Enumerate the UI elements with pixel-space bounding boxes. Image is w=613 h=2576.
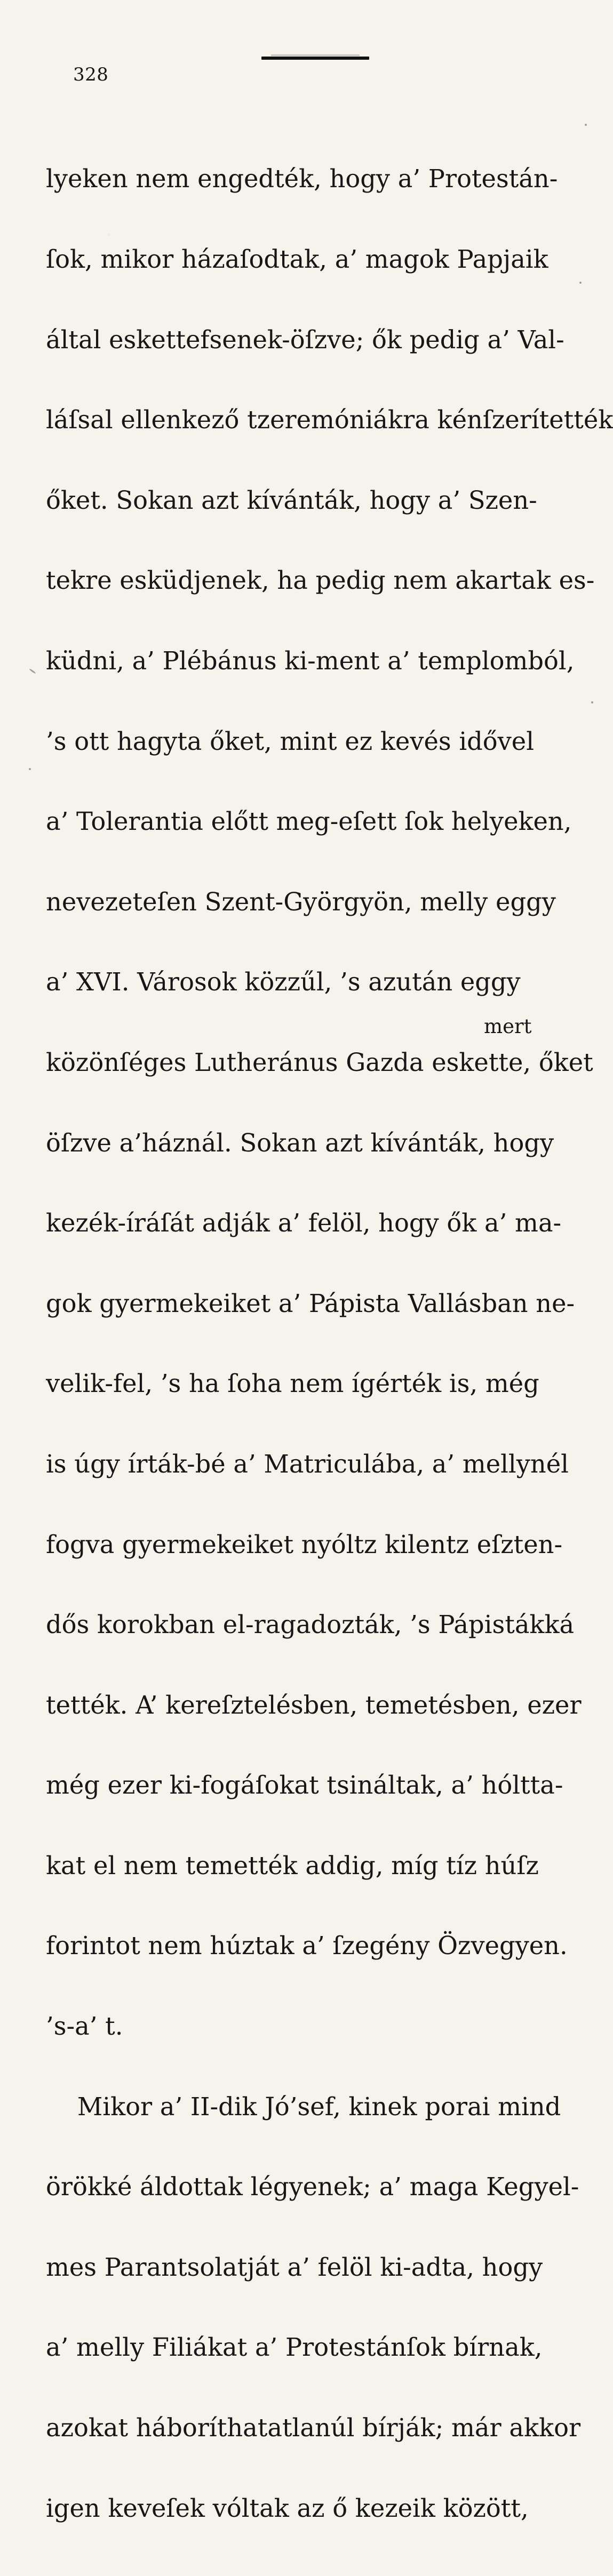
text-line: ’s ott hagyta őket, mint ez kevés idővel [46, 726, 534, 756]
text-line: ſok, mikor házaſodtak, a’ magok Papjaik [46, 245, 548, 274]
text-line: velik-fel, ’s ha ſoha nem ígérték is, még [46, 1369, 539, 1398]
text-line: által eskettefsenek-öſzve; ők pedig a’ Val- [46, 325, 564, 354]
text-line: a’ Tolerantia előtt meg-eſett ſok helyeken, [46, 807, 572, 836]
text-line: őket. Sokan azt kívánták, hogy a’ Szen- [46, 485, 537, 515]
print-speck [29, 768, 31, 770]
text-line: is úgy írták-bé a’ Matriculába, a’ mellynél [46, 1449, 569, 1478]
text-line: közönſéges Lutheránus Gazda eskette, őket [46, 1047, 593, 1077]
text-line: kat el nem temették addig, míg tíz húſz [46, 1851, 539, 1880]
text-line: öſzve a’háznál. Sokan azt kívánták, hogy [46, 1128, 554, 1157]
page-number: 328 [73, 64, 109, 85]
text-line: azokat háboríthatatlanúl bírják; már akkor [46, 2413, 581, 2443]
text-line: dős korokban el-ragadozták, ’s Pápistákká [46, 1610, 575, 1639]
text-line: fogva gyermekeiket nyóltz kilentz eſzten- [46, 1530, 563, 1559]
text-line: gok gyermekeiket a’ Pápista Vallásban ne- [46, 1289, 575, 1318]
catchword: mert [484, 1015, 532, 1038]
text-line: ’s-a’ t. [46, 2012, 123, 2041]
header-rule [261, 57, 369, 60]
text-line: forintot nem húztak a’ ſzegény Özvegyen. [46, 1931, 568, 1961]
text-line: Mikor a’ II-dik Jó’sef, kinek porai mind [46, 2092, 561, 2121]
print-speck [29, 668, 36, 674]
text-line: a’ XVI. Városok közzűl, ’s azután eggy [46, 967, 521, 997]
text-line: küdni, a’ Plébánus ki-ment a’ templomból, [46, 646, 575, 675]
text-line: örökké áldottak légyenek; a’ maga Kegyel- [46, 2172, 579, 2202]
text-line: nevezeteſen Szent-Györgyön, melly eggy [46, 887, 556, 916]
text-line: tekre esküdjenek, ha pedig nem akartak es- [46, 566, 595, 595]
text-line: tették. A’ kereſztelésben, temetésben, ezer [46, 1690, 582, 1719]
print-speck [585, 124, 587, 126]
text-line: láſsal ellenkező tzeremóniákra kénſzerítették [46, 405, 613, 435]
print-speck [579, 282, 582, 284]
text-line: lyeken nem engedték, hogy a’ Protestán- [46, 164, 558, 194]
text-line: a’ melly Filiákat a’ Protestánſok bírnak, [46, 2333, 543, 2362]
text-line: mes Parantsolatját a’ felöl ki-adta, hogy [46, 2252, 543, 2282]
body-text [46, 112, 613, 2575]
text-line: kezék-íráſát adják a’ felöl, hogy ők a’ ma- [46, 1209, 562, 1238]
text-line: igen keveſek vóltak az ő kezeik között, [46, 2493, 529, 2523]
print-speck [591, 701, 593, 703]
text-line: még ezer ki-fogáſokat tsináltak, a’ hóltta- [46, 1771, 563, 1800]
